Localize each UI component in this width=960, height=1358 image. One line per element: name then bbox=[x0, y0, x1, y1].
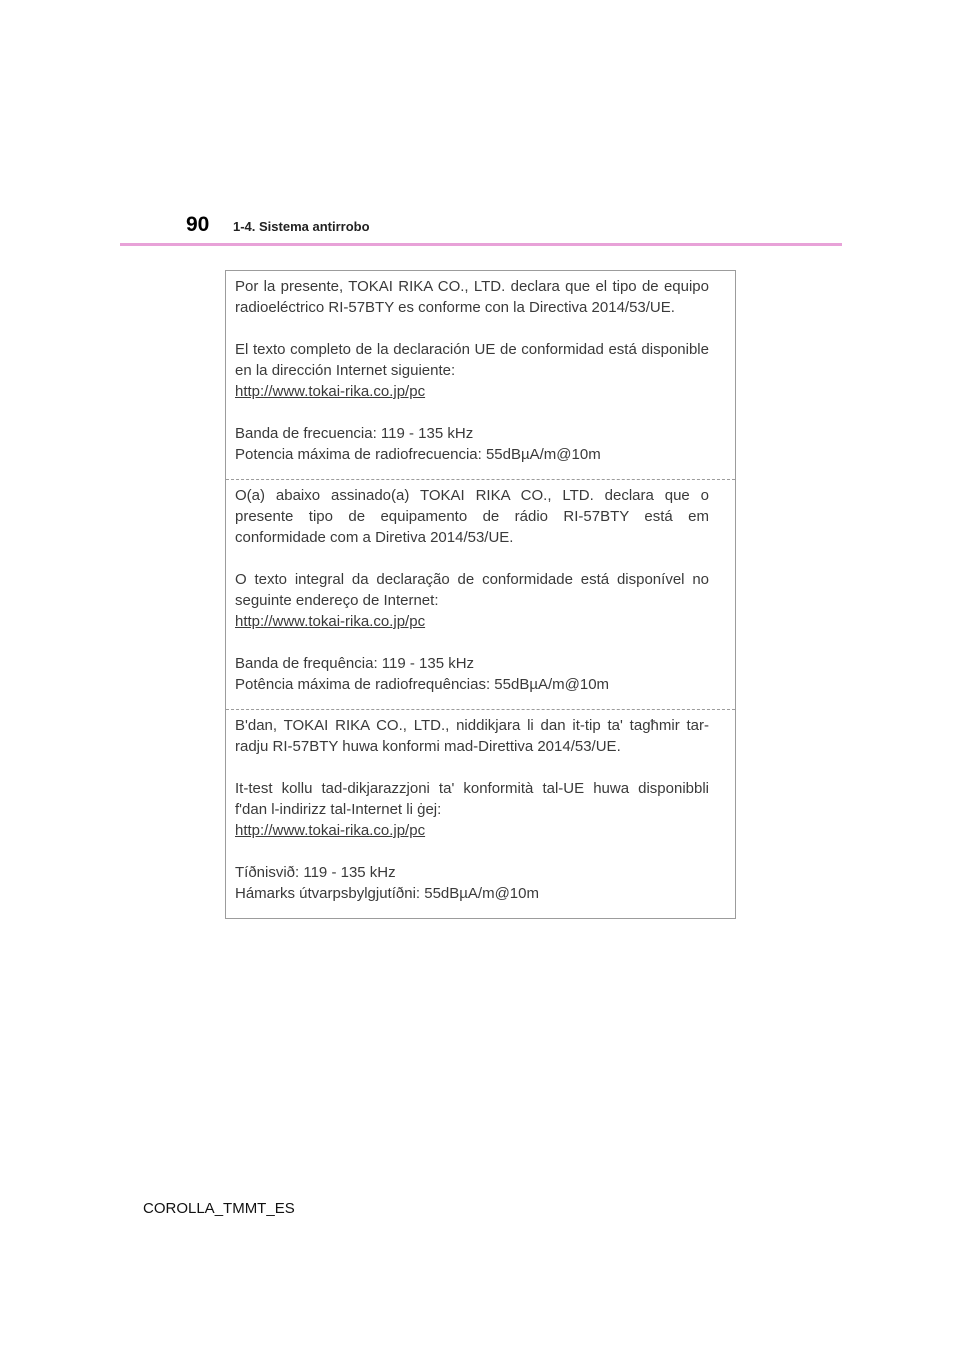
header-divider bbox=[120, 243, 842, 246]
intro-text: B'dan, TOKAI RIKA CO., LTD., niddikjara li dan it-tip ta' tagħmir tar-radju RI-57BTY huwa konformi mad-Direttiva 2014/53/UE. bbox=[235, 717, 709, 755]
declaration-box bbox=[225, 270, 736, 919]
power-text: Hámarks útvarpsbylgjutíðni: 55dBµA/m@10m bbox=[235, 885, 539, 902]
declaration-section-portuguese bbox=[226, 480, 735, 710]
frequency-text: Banda de frequência: 119 - 135 kHz bbox=[235, 655, 475, 672]
declaration-section-maltese bbox=[226, 710, 735, 918]
section-title: 1-4. Sistema antirrobo bbox=[233, 219, 370, 234]
intro-text: Por la presente, TOKAI RIKA CO., LTD. declara que el tipo de equipo radioeléctrico RI-57BTY es conforme con la Directiva 2014/53/UE. bbox=[235, 278, 709, 316]
document-code: COROLLA_TMMT_ES bbox=[143, 1200, 295, 1217]
power-text: Potencia máxima de radiofrecuencia: 55dBµA/m@10m bbox=[235, 446, 601, 463]
frequency-text: Tíðnisvið: 119 - 135 kHz bbox=[235, 864, 396, 881]
page-number: 90 bbox=[186, 213, 210, 236]
declaration-text: El texto completo de la declaración UE de conformidad está disponible en la dirección Internet siguiente: bbox=[235, 341, 709, 379]
declaration-text: O texto integral da declaração de conformidade está disponível no seguinte endereço de Internet: bbox=[235, 571, 709, 609]
declaration-link[interactable]: http://www.tokai-rika.co.jp/pc bbox=[235, 383, 426, 400]
declaration-section-spanish bbox=[226, 271, 735, 480]
declaration-link[interactable]: http://www.tokai-rika.co.jp/pc bbox=[235, 822, 426, 839]
declaration-link[interactable]: http://www.tokai-rika.co.jp/pc bbox=[235, 613, 426, 630]
power-text: Potência máxima de radiofrequências: 55dBµA/m@10m bbox=[235, 676, 610, 693]
declaration-text: It-test kollu tad-dikjarazzjoni ta' konformità tal-UE huwa disponibbli f'dan l-indirizz tal-Internet li ġej: bbox=[235, 780, 709, 818]
intro-text: O(a) abaixo assinado(a) TOKAI RIKA CO., LTD. declara que o presente tipo de equipamento de rádio RI-57BTY está em conformidade com a Diretiva 2014/53/UE. bbox=[235, 487, 709, 546]
frequency-text: Banda de frecuencia: 119 - 135 kHz bbox=[235, 425, 474, 442]
